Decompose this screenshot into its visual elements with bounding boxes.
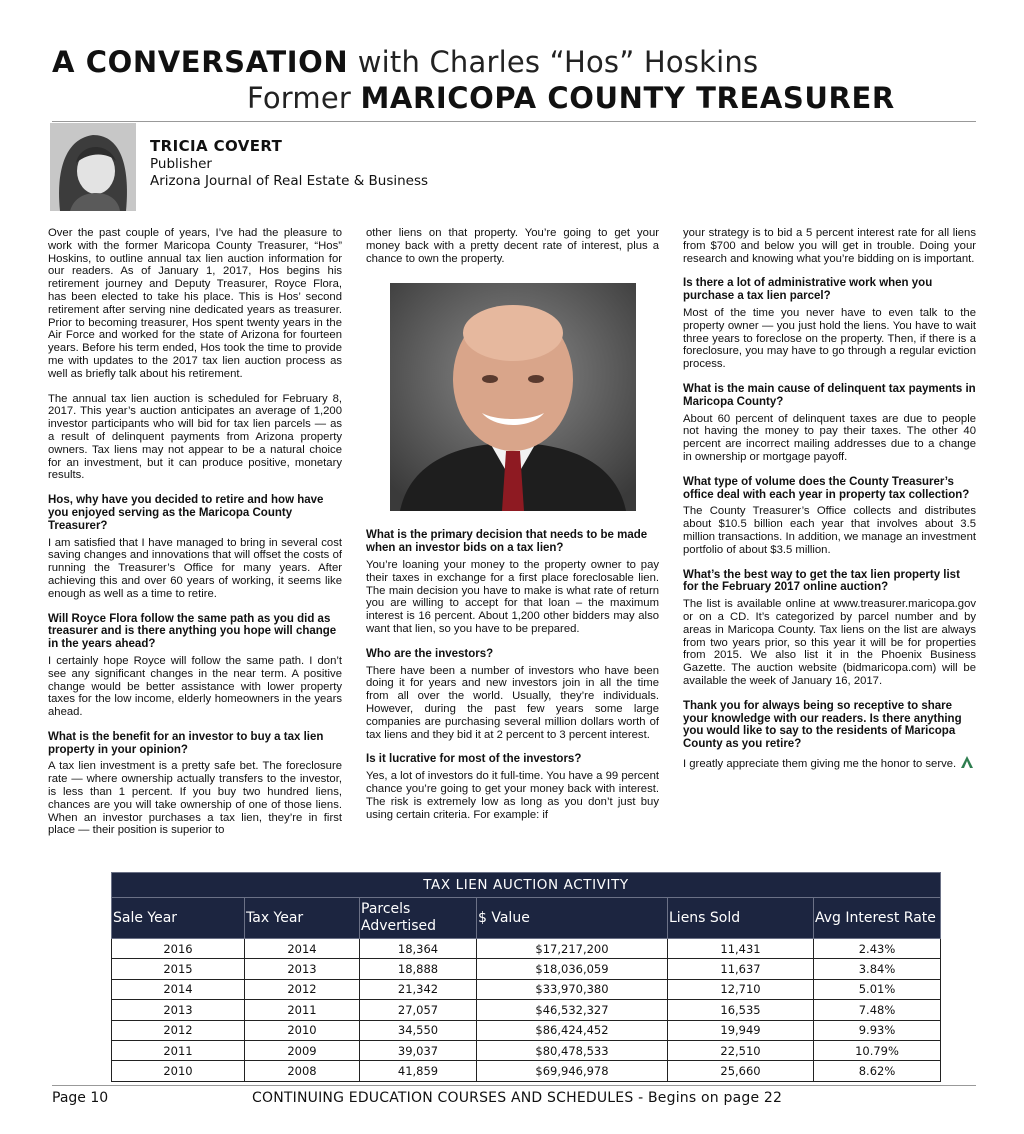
header-parcels-advertised: Parcels Advertised [360,898,477,939]
question: Thank you for always being so receptive to share your knowledge with our readers. Is there anything you would like to say to the residents of Maricopa County as you retire? [683,699,962,751]
table-cell: 2.43% [814,939,941,959]
author-photo [50,123,136,211]
question: Is there a lot of administrative work when you purchase a tax lien parcel? [683,277,933,303]
page-number: Page 10 [52,1090,109,1106]
table-row [112,1061,941,1081]
continued-paragraph: other liens on that property. You’re going to get your money back with a pretty decent rate of interest, plus a chance to own the property. [366,227,659,265]
continuing-education-note: CONTINUING EDUCATION COURSES AND SCHEDULES - Begins on page 22 [252,1090,783,1106]
table-cell: 2014 [112,979,245,999]
tax-lien-auction-table [111,872,941,1082]
table-cell: 11,431 [668,939,814,959]
answer: The list is available online at www.treasurer.maricopa.gov or on a CD. It’s categorized by parcel number and by areas in Maricopa County. Tax liens on the list are always from two years prior, so this year it will be for properties from 2015. We also list it in the Phoenix Business Gazette. The auction website (bidmaricopa.com) will be available the week of January 16, 2017. [683,598,976,687]
portrait-photo [390,283,636,511]
table-cell: $86,424,452 [477,1020,668,1040]
table-cell: 2012 [245,979,360,999]
question: What is the benefit for an investor to buy a tax lien property in your opinion? [48,730,324,756]
headline-former: Former [247,81,361,115]
table-row [112,1020,941,1040]
table-cell: 3.84% [814,959,941,979]
table-header-row [112,898,941,939]
answer: I am satisfied that I have managed to bring in several cost saving changes and innovations that will offset the costs of running the Treasurer’s Office for many years. After achieving this and over 60 years of working, it seems like enough as well as a time to retire. [48,536,342,600]
table-cell: $17,217,200 [477,939,668,959]
author-role: Publisher [150,156,212,172]
table-cell: $46,532,327 [477,1000,668,1020]
question: Who are the investors? [366,647,494,660]
table-cell: 8.62% [814,1061,941,1081]
table-cell: 9.93% [814,1020,941,1040]
question: Will Royce Flora follow the same path as you did as treasurer and is there anything you hope will change in the years ahead? [48,612,337,651]
answer: The County Treasurer’s Office collects and distributes about $10.5 billion each year that involves about 3.5 million transactions. In addition, we manage an investment portfolio of about $3.5 million. [683,505,976,556]
auction-paragraph: The annual tax lien auction is scheduled for February 8, 2017. This year’s auction anticipates an average of 1,200 investor participants who will bid for tax lien parcels — as a result of delinquent payments from Arizona property owners. Tax liens may not appear to be a natural choice for an investment, but it can produce positive, monetary results. [48,392,342,482]
final-answer-text: I greatly appreciate them giving me the honor to serve. [683,757,957,770]
answer [683,755,976,773]
answer: There have been a number of investors who have been doing it for years and new investors join in all the time from all over the world. Usually, they’re individuals. However, during the past few years some large companies are purchasing several million dollars worth of tax liens and they bid it at 2 percent to 3 percent interest. [366,664,659,741]
question: Is it lucrative for most of the investors? [366,753,582,766]
article-column-2 [366,227,659,833]
table-cell: 10.79% [814,1040,941,1060]
question: Hos, why have you decided to retire and how have you enjoyed serving as the Maricopa County Treasurer? [48,494,324,532]
question: What type of volume does the County Treasurer’s office deal with each year in property tax collection? [683,475,970,501]
table-cell: 16,535 [668,1000,814,1020]
table-cell: 2010 [245,1020,360,1040]
table-cell: 2012 [112,1020,245,1040]
table-cell: 2009 [245,1040,360,1060]
article-column-1 [48,227,342,849]
table-cell: 2015 [112,959,245,979]
table-cell: $33,970,380 [477,979,668,999]
answer: You’re loaning your money to the property owner to pay their taxes in exchange for a first place foreclosable lien. The main decision you have to make is what rate of return you are willing to accept for that loan – the maximum interest is 16 percent. About 1,200 other bidders may also want that lien, so you have to be prepared. [366,558,659,635]
table-cell: 2008 [245,1061,360,1081]
table-cell: 11,637 [668,959,814,979]
header-divider [52,121,976,122]
author-block [50,123,650,213]
table-cell: 2011 [245,1000,360,1020]
table-row [112,939,941,959]
headline-title: MARICOPA COUNTY TREASURER [360,81,895,115]
header-value: $ Value [477,898,668,939]
table-cell: $69,946,978 [477,1061,668,1081]
table-row [112,959,941,979]
table-row [112,1040,941,1060]
question: What is the primary decision that needs to be made when an investor bids on a tax lien? [366,529,648,555]
table-cell: 12,710 [668,979,814,999]
table-cell: 22,510 [668,1040,814,1060]
table-cell: 2011 [112,1040,245,1060]
intro-paragraph: Over the past couple of years, I’ve had the pleasure to work with the former Maricopa County Treasurer, “Hos” Hoskins, to outline annual tax lien auction information for our readers. As of January 1, 2017, Hos begins his retirement journey and Deputy Treasurer, Royce Flora, has been elected to take his place. This is Hos’ second retirement after serving nine dedicated years as treasurer. Prior to becoming treasurer, Hos spent twenty years in the Air Force and worked for the state of Arizona for fourteen years. Before his term ended, Hos took the time to provide me with updates to the 2017 tax lien auction process as well as briefly talk about his retirement. [48,227,342,380]
table-row [112,1000,941,1020]
table-row [112,979,941,999]
table-cell: 2016 [112,939,245,959]
table-cell: 7.48% [814,1000,941,1020]
table-cell: 41,859 [360,1061,477,1081]
article-header [52,44,976,116]
header-avg-interest-rate: Avg Interest Rate [814,898,941,939]
table-title: TAX LIEN AUCTION ACTIVITY [112,873,941,898]
table-cell: 2014 [245,939,360,959]
table-cell: 5.01% [814,979,941,999]
table-cell: 19,949 [668,1020,814,1040]
table-cell: 39,037 [360,1040,477,1060]
answer: Most of the time you never have to even talk to the property owner — you just hold the liens. You have to wait three years to foreclose on the property. Then, if there is a foreclosure, you may have to go through a regular eviction process. [683,306,976,371]
question: What is the main cause of delinquent tax payments in Maricopa County? [683,382,976,408]
table-cell: $18,036,059 [477,959,668,979]
table-cell: 27,057 [360,1000,477,1020]
table-cell: 25,660 [668,1061,814,1081]
headline-line-2 [52,80,976,116]
end-mark-icon [960,755,974,773]
question: What’s the best way to get the tax lien property list for the February 2017 online auction? [683,568,960,594]
author-publication: Arizona Journal of Real Estate & Business [150,173,429,189]
table-cell: 2013 [112,1000,245,1020]
table-cell: 18,888 [360,959,477,979]
table-body [112,939,941,1082]
author-name: TRICIA COVERT [150,137,283,155]
header-sale-year: Sale Year [112,898,245,939]
table-cell: 34,550 [360,1020,477,1040]
table-cell: 18,364 [360,939,477,959]
article-column-3 [683,227,976,785]
headline-light: with Charles “Hos” Hoskins [348,45,759,79]
table-cell: $80,478,533 [477,1040,668,1060]
table-cell: 2010 [112,1061,245,1081]
continued-paragraph: your strategy is to bid a 5 percent interest rate for all liens from $700 and below you will get in trouble. Doing your research and knowing what you’re bidding on is important. [683,227,976,265]
headline-line-1 [52,44,976,80]
author-info [150,137,428,190]
table-cell: 2013 [245,959,360,979]
answer: About 60 percent of delinquent taxes are due to people not having the money to pay their taxes. The other 40 percent are incorrect mailing addresses due to a change in ownership or mortgage payoff. [683,412,976,463]
header-tax-year: Tax Year [245,898,360,939]
page-footer [52,1085,976,1106]
header-liens-sold: Liens Sold [668,898,814,939]
answer: I certainly hope Royce will follow the same path. I don’t see any significant changes in the near term. A positive change would be better assistance with lower property taxes for the low income, elderly homeowners in the years ahead. [48,654,342,719]
table-cell: 21,342 [360,979,477,999]
answer: Yes, a lot of investors do it full-time. You have a 99 percent chance you’re going to get your money back with interest. The risk is extremely low as long as you don’t just buy using certain criteria. For example: if [366,770,659,821]
answer: A tax lien investment is a pretty safe bet. The foreclosure rate — where ownership actually transfers to the investor, is less than 1 percent. If you buy two hundred liens, chances are you will take ownership of one of those liens. When an investor purchases a tax lien, they’re in first place — their position is superior to [48,760,342,837]
headline-bold: A CONVERSATION [52,45,349,79]
